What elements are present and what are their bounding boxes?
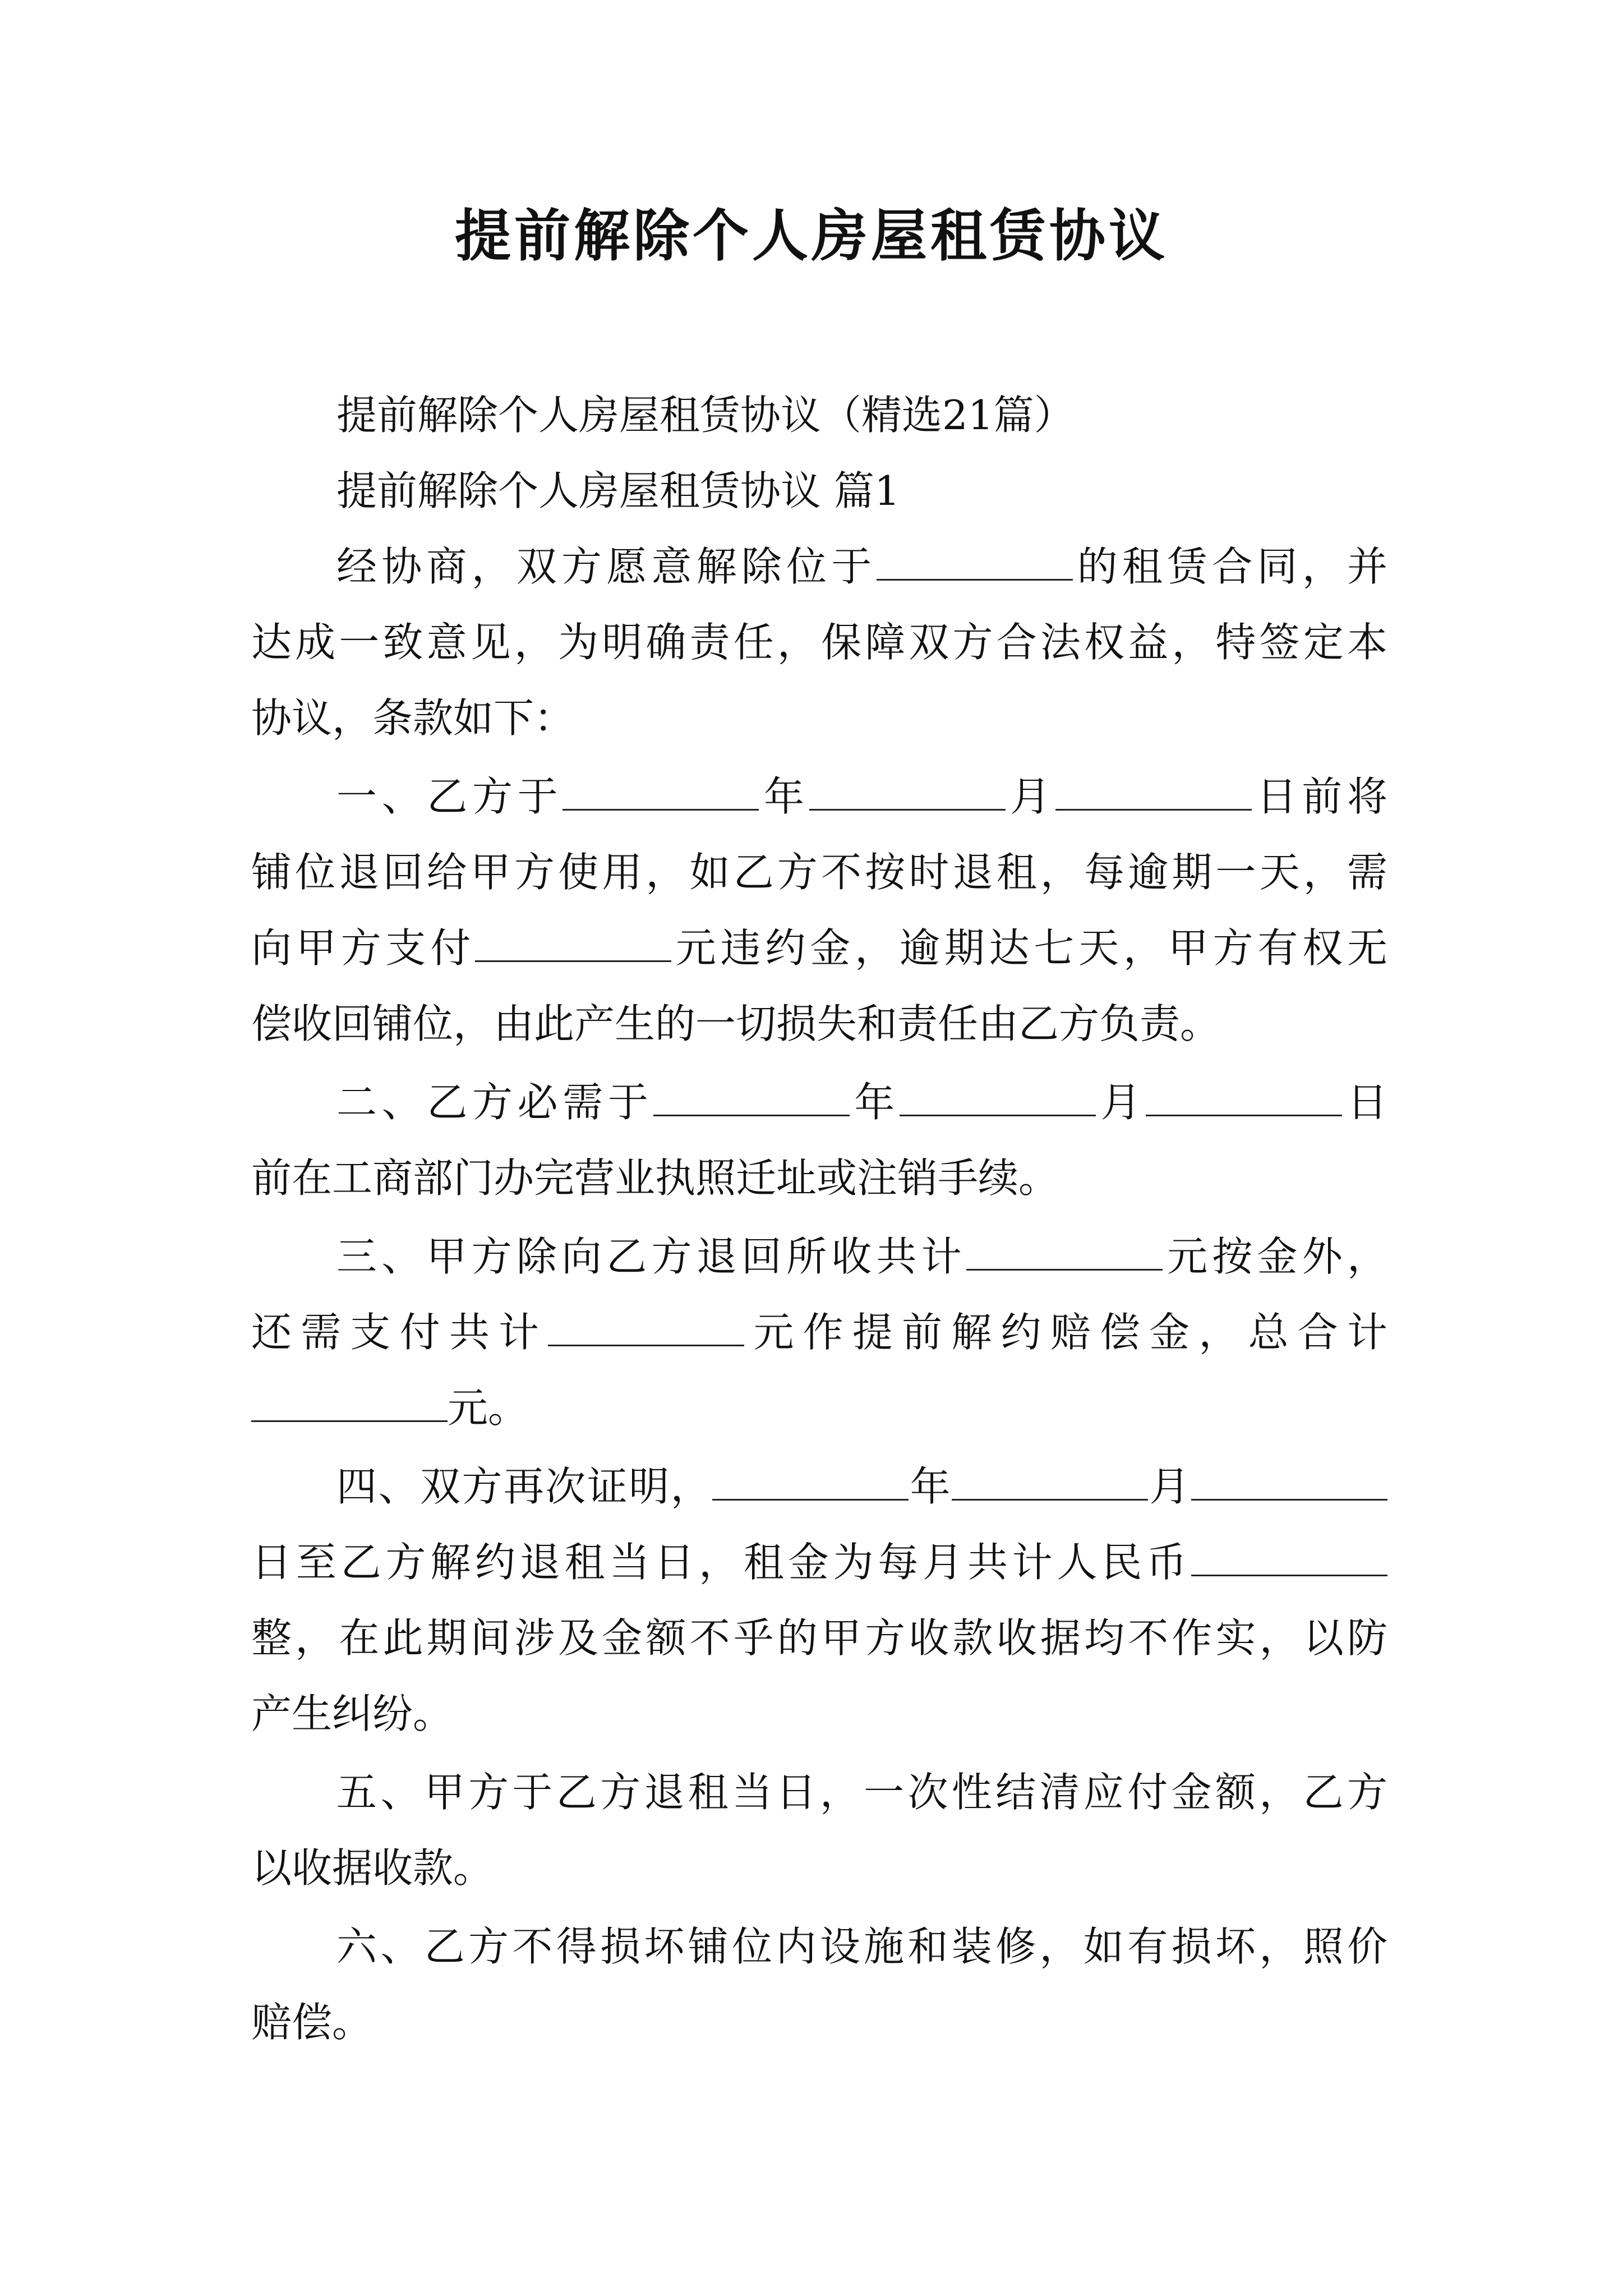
compensation-amount-blank: [548, 1311, 744, 1346]
clause-3-deposit-text: 元按金外，: [1162, 1233, 1387, 1280]
day-blank: [1146, 1081, 1342, 1116]
clause-4-rent-text: 日至乙方解约退租当日，租金为每月共计人民币: [251, 1539, 1191, 1586]
clause-6-line-2: 赔偿。: [251, 1999, 373, 2046]
clause-3-pay-text: 还需支付共计: [251, 1309, 548, 1356]
month-blank: [900, 1081, 1096, 1116]
clause-1-line-3: [251, 920, 1387, 976]
deposit-amount-blank: [966, 1235, 1163, 1271]
clause-1-text: 一、乙方于: [336, 773, 563, 820]
day-blank: [1055, 775, 1252, 811]
document-title: 提前解除个人房屋租赁协议: [455, 203, 1168, 269]
intro-line-2: 达成一致意见，为明确责任，保障双方合法权益，特签定本: [251, 619, 1387, 666]
subtitle: 提前解除个人房屋租赁协议（精选21篇）: [336, 392, 1075, 439]
month-blank: [809, 775, 1006, 811]
clause-2-text: 二、乙方必需于: [336, 1079, 653, 1126]
total-amount-blank: [251, 1387, 448, 1422]
month-label: 月: [1148, 1463, 1191, 1510]
year-label: 年: [849, 1079, 900, 1126]
clause-1-line-1: [336, 769, 1387, 825]
clause-4-line-2: [251, 1534, 1387, 1590]
clause-3-line-3: [251, 1380, 1387, 1436]
year-blank: [562, 775, 759, 811]
clause-4-line-3: 整，在此期间涉及金额不乎的甲方收款收据均不作实，以防: [251, 1614, 1387, 1662]
rent-amount-blank: [1191, 1541, 1387, 1576]
location-blank: [877, 545, 1073, 581]
clause-4-line-1: [336, 1458, 1387, 1515]
clause-2-line-1: [336, 1074, 1387, 1130]
intro-line-3: 协议，条款如下：: [251, 694, 575, 742]
year-label: 年: [759, 773, 809, 820]
clause-3-unit: 元。: [448, 1384, 529, 1432]
day-blank: [1191, 1465, 1387, 1501]
clause-4-text: 四、双方再次证明，: [336, 1463, 713, 1510]
intro-text-a: 经协商，双方愿意解除位于: [336, 543, 877, 590]
clause-3-line-1: [336, 1228, 1387, 1285]
clause-5-line-2: 以收据收款。: [251, 1844, 494, 1892]
intro-text-b: 的租赁合同，并: [1072, 543, 1387, 590]
day-label: 日: [1342, 1079, 1387, 1126]
month-label: 月: [1005, 773, 1055, 820]
month-label: 月: [1095, 1079, 1146, 1126]
year-blank: [712, 1465, 909, 1501]
month-blank: [952, 1465, 1148, 1501]
year-label: 年: [909, 1463, 952, 1510]
clause-3-text: 三、甲方除向乙方退回所收共计: [336, 1233, 966, 1280]
section-heading: 提前解除个人房屋租赁协议 篇1: [336, 467, 900, 514]
year-blank: [653, 1081, 850, 1116]
penalty-amount-blank: [475, 927, 671, 962]
day-label: 日前将: [1251, 773, 1387, 820]
clause-6-line-1: 六、乙方不得损坏铺位内设施和装修，如有损坏，照价: [336, 1923, 1387, 1970]
clause-3-line-2: [251, 1304, 1387, 1360]
clause-1-line-2: 铺位退回给甲方使用，如乙方不按时退租，每逾期一天，需: [251, 849, 1387, 896]
clause-3-total-text: 元作提前解约赔偿金，总合计: [744, 1309, 1387, 1356]
clause-5-line-1: 五、甲方于乙方退租当日，一次性结清应付金额，乙方: [336, 1769, 1387, 1816]
clause-1-pay-text: 向甲方支付: [251, 924, 476, 972]
clause-4-line-4: 产生纠纷。: [251, 1690, 454, 1737]
intro-line-1: [336, 539, 1387, 595]
clause-2-line-2: 前在工商部门办完营业执照迁址或注销手续。: [251, 1154, 1059, 1202]
clause-1-penalty-text: 元违约金，逾期达七天，甲方有权无: [671, 924, 1387, 972]
clause-1-line-4: 偿收回铺位，由此产生的一切损失和责任由乙方负责。: [251, 1000, 1221, 1047]
